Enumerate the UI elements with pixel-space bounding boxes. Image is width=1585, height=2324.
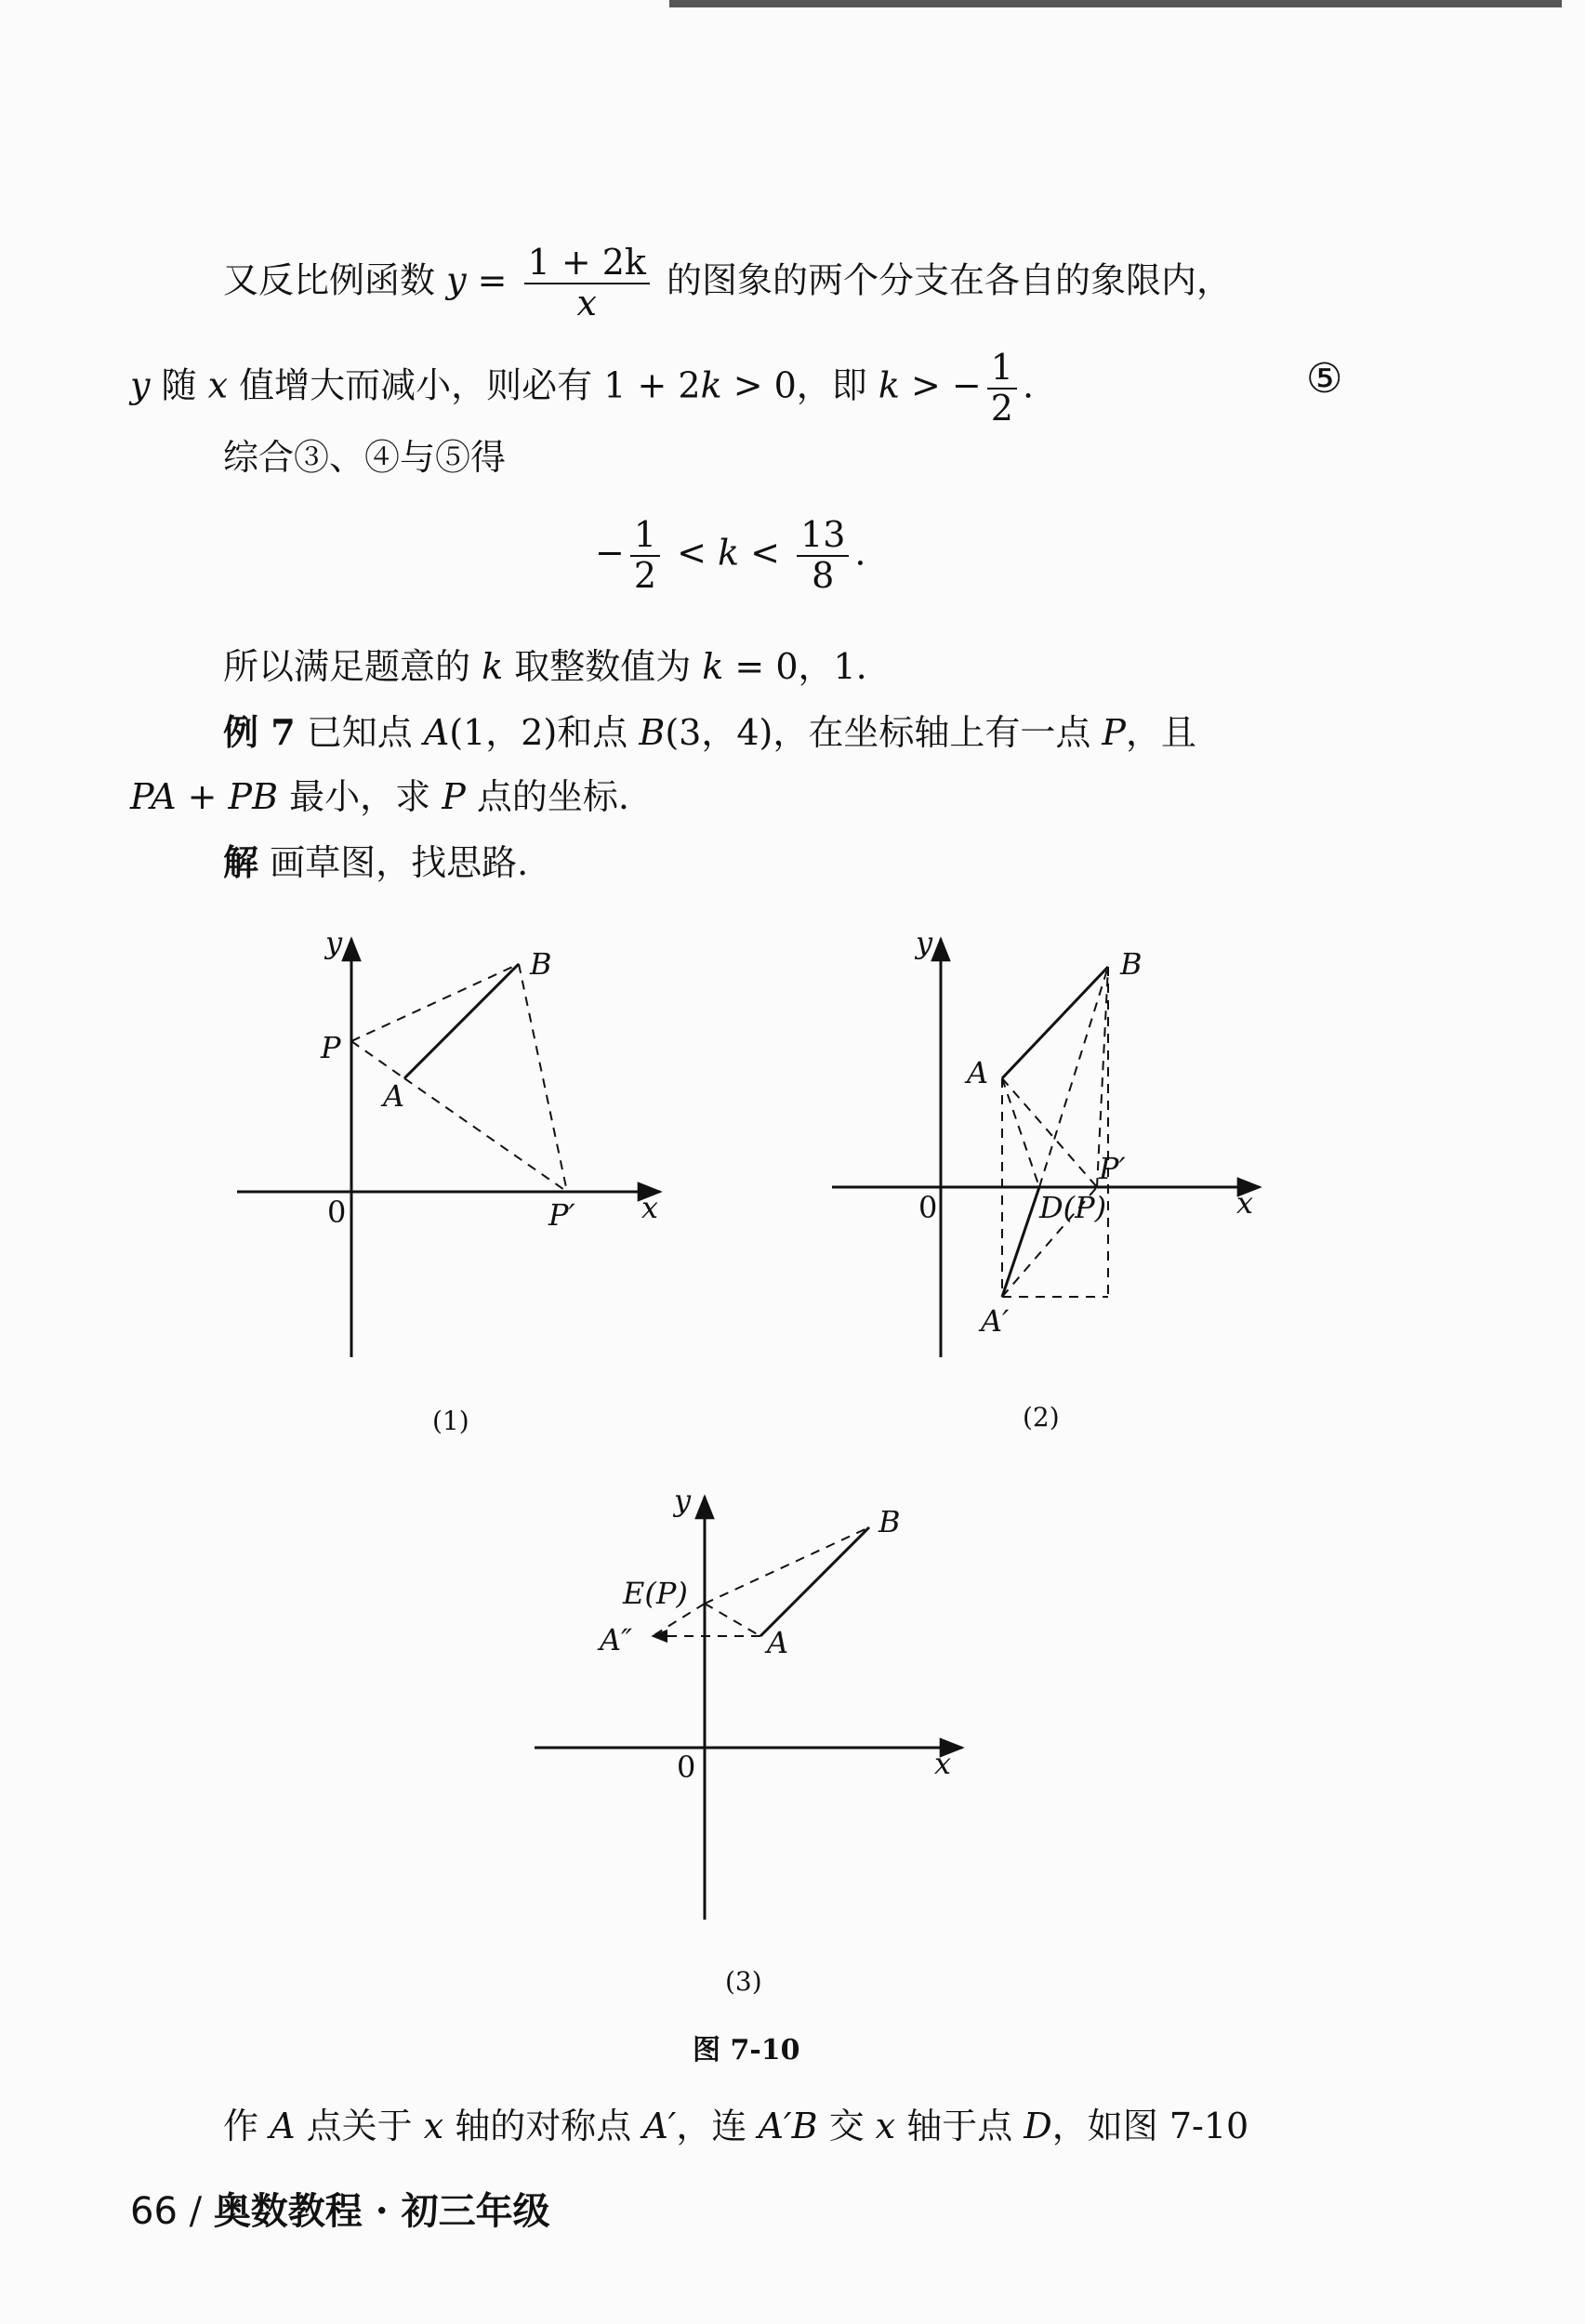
text: 随 [150, 364, 208, 406]
expr: PA + PB [130, 776, 279, 817]
fig3-caption: (3) [725, 1966, 762, 1997]
fig2-label-d: D(P) [1039, 1190, 1107, 1225]
fig1-label-x: x [641, 1190, 659, 1225]
segment-ab [404, 964, 519, 1078]
fig3-label-y: y [674, 1483, 692, 1518]
text: 交 [817, 2106, 876, 2146]
figure-1 [237, 939, 660, 1357]
fig1-label-a: A [383, 1078, 405, 1114]
text: 作 [223, 2106, 271, 2146]
dash-a-pp [1002, 1078, 1097, 1187]
text: (3，4)，在坐标轴上有一点 [665, 712, 1103, 753]
dash-eb [705, 1527, 869, 1604]
segment-apb [1002, 1187, 1039, 1297]
text: 的图象的两个分支在各自的象限内， [654, 259, 1233, 301]
fig1-caption: (1) [432, 1406, 469, 1436]
dash-bp [519, 964, 567, 1192]
numerator: 1 [630, 516, 660, 557]
text: 轴于点 [895, 2106, 1024, 2146]
text: (1，2)和点 [449, 712, 640, 753]
text: < [739, 532, 792, 574]
text: > 0，即 [721, 364, 878, 406]
text: = [466, 259, 519, 301]
denominator: 8 [812, 554, 835, 596]
footer-sep: / [177, 2190, 214, 2233]
var: y [130, 364, 151, 406]
numerator: 13 [797, 516, 849, 557]
var: k [700, 364, 722, 406]
text: 点的坐标. [465, 776, 629, 817]
text: > − [899, 364, 982, 406]
var: k [702, 646, 724, 687]
example-label: 例 7 [223, 711, 296, 753]
fig3-label-app: A″ [600, 1622, 633, 1657]
fig3-label-x: x [934, 1746, 952, 1781]
dash-pa [351, 1041, 404, 1078]
text: 最小，求 [278, 776, 442, 817]
var: x [875, 2106, 896, 2146]
var-y: y [446, 259, 467, 301]
numerator: 1 + 2k [524, 244, 650, 284]
text: 值增大而减小，则必有 1 + 2 [228, 364, 701, 406]
denominator: 2 [633, 554, 657, 596]
var: x [207, 364, 229, 406]
var: k [482, 646, 504, 687]
dash-d-b [1039, 967, 1108, 1187]
var: P [1102, 712, 1126, 753]
var: B [639, 712, 666, 753]
fig1-label-o: 0 [327, 1195, 347, 1230]
fig3-label-o: 0 [677, 1750, 696, 1785]
segment-ab [1002, 967, 1108, 1078]
fig2-caption: (2) [1023, 1402, 1060, 1433]
fig2-label-a: A [967, 1055, 989, 1090]
text: . [854, 532, 866, 574]
fig3-label-b: B [878, 1504, 901, 1539]
text: = 0，1. [723, 646, 867, 687]
var: D [1024, 2106, 1052, 2146]
text: 已知点 [295, 712, 424, 753]
text: ，如图 7-10 [1051, 2106, 1249, 2146]
text: 所以满足题意的 [223, 646, 482, 687]
dash-ea [705, 1604, 760, 1636]
solution-label: 解 [223, 841, 259, 883]
numerator: 1 [987, 349, 1017, 390]
fig2-label-pp: P′ [1099, 1151, 1126, 1186]
figure-2 [832, 939, 1260, 1357]
fig3-label-a: A [767, 1625, 789, 1660]
fig2-label-ap: A′ [981, 1303, 1010, 1339]
text: < [666, 532, 719, 574]
var: A′ [642, 2106, 677, 2146]
text: 取整数值为 [503, 646, 703, 687]
denominator: x [576, 282, 597, 324]
fig2-label-b: B [1120, 946, 1143, 982]
text: ，连 [676, 2106, 759, 2146]
var: A′B [758, 2106, 818, 2146]
fig2-label-x: x [1236, 1185, 1254, 1221]
text: . [1022, 364, 1035, 406]
text: 轴的对称点 [443, 2106, 643, 2146]
text-line-3: 综合③、④与⑤得 [223, 437, 507, 478]
equation-mark-5: ⑤ [1306, 355, 1343, 403]
fig1-label-pp: P′ [548, 1197, 575, 1233]
fig1-label-b: B [530, 946, 552, 982]
text: 又反比例函数 [223, 259, 447, 301]
fig1-label-y: y [325, 925, 343, 960]
var: A [423, 712, 450, 753]
segment-ab [760, 1527, 869, 1636]
page-number: 66 [130, 2190, 178, 2233]
fig3-label-e: E(P) [623, 1576, 688, 1611]
denominator: 2 [990, 387, 1013, 429]
dash-ap [404, 1078, 567, 1192]
text: − [595, 532, 625, 574]
text: ，且 [1126, 712, 1197, 753]
var: k [718, 532, 740, 574]
text: 画草图，找思路. [258, 842, 529, 883]
book-title: 奥数教程 · 初三年级 [213, 2189, 550, 2233]
fig1-label-p: P [321, 1030, 341, 1065]
var: x [423, 2106, 444, 2146]
dash-pb [351, 964, 519, 1041]
var: A [270, 2106, 296, 2146]
var: k [878, 364, 900, 406]
fig2-label-y: y [916, 925, 933, 960]
dash-a-d [1002, 1078, 1039, 1187]
page-footer [130, 2189, 550, 2234]
text-line-bottom [223, 2106, 1248, 2148]
fig2-label-o: 0 [918, 1190, 938, 1225]
figure-title: 图 7-10 [693, 2034, 800, 2067]
text: 点关于 [295, 2106, 424, 2146]
var: P [442, 776, 466, 817]
figure-3 [535, 1497, 962, 1920]
